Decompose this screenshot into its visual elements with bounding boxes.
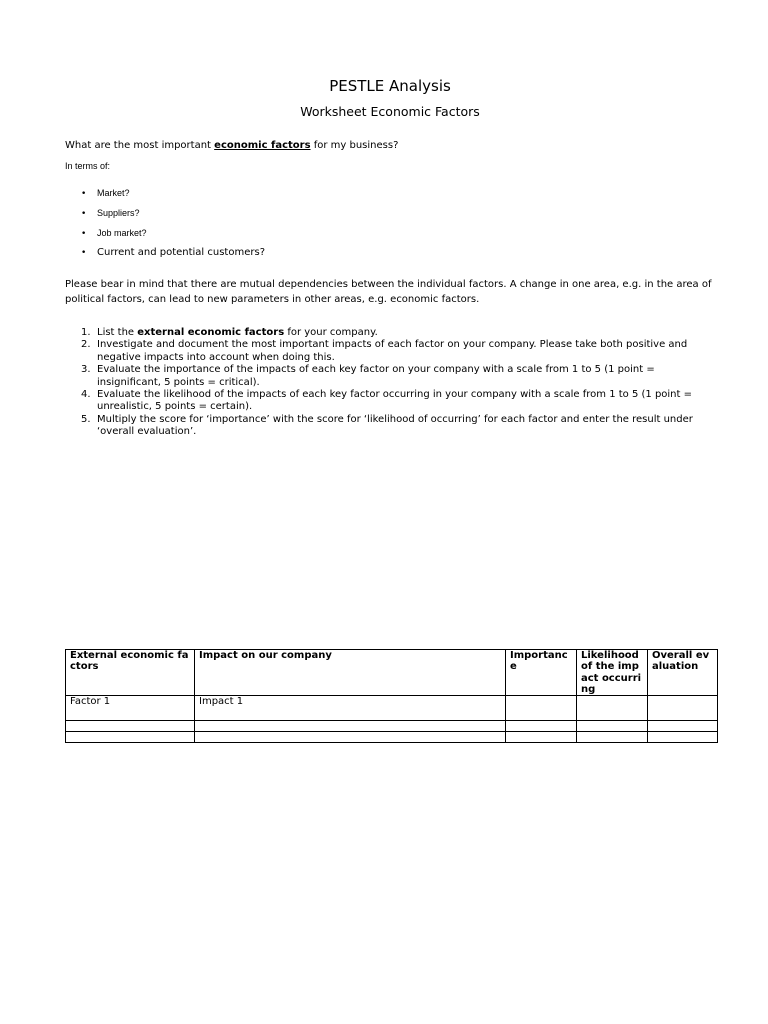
- bullet-item-customers: [81, 240, 265, 259]
- bullet-icon: •: [81, 189, 87, 199]
- table-cell[interactable]: [577, 732, 648, 743]
- bullet-item-label: Market?: [97, 188, 130, 198]
- header-external-factors: External economic factors: [66, 650, 195, 696]
- step-text-after: for your company.: [284, 327, 378, 338]
- page-subtitle: Worksheet Economic Factors: [300, 104, 480, 119]
- table-cell[interactable]: [66, 732, 195, 743]
- question-keyword: economic factors: [214, 140, 311, 151]
- table-cell[interactable]: [195, 721, 506, 732]
- table-cell[interactable]: [648, 721, 718, 732]
- header-importance: Importance: [506, 650, 577, 696]
- step-number: 3.: [81, 364, 91, 376]
- instruction-steps: [65, 327, 715, 439]
- question-text-before: What are the most important: [65, 140, 215, 151]
- step-text-bold: external economic factors: [137, 327, 285, 338]
- step-text: Multiply the score for ‘importance’ with the score for ‘likelihood of occurring’ for each factor and enter the result under ‘overall evaluation’.: [97, 413, 693, 438]
- table-row: [66, 732, 718, 743]
- instruction-step: [65, 389, 715, 414]
- header-impact: Impact on our company: [195, 650, 506, 696]
- table-cell[interactable]: [648, 696, 718, 721]
- guiding-question: [65, 140, 398, 151]
- bullet-icon: •: [81, 248, 87, 258]
- step-text-before: List the: [97, 327, 138, 338]
- step-text: Evaluate the likelihood of the impacts of each key factor occurring in your company with a scale from 1 to 5 (1 point = unrealistic, 5 points = certain).: [97, 389, 692, 413]
- bullet-item-job-market: [81, 221, 147, 240]
- table-cell[interactable]: [506, 696, 577, 721]
- step-number: 2.: [81, 339, 91, 351]
- table-row: [66, 721, 718, 732]
- bullet-item-label: Suppliers?: [97, 208, 140, 218]
- in-terms-of-label: In terms of:: [65, 161, 111, 171]
- table-row: [66, 696, 718, 721]
- table-cell[interactable]: [577, 721, 648, 732]
- table-header-row: [66, 650, 718, 696]
- evaluation-table: [65, 649, 718, 743]
- table-cell[interactable]: [506, 721, 577, 732]
- step-number: 5.: [81, 413, 91, 425]
- bullet-item-label: Job market?: [97, 228, 147, 238]
- table-cell[interactable]: [66, 721, 195, 732]
- instruction-step: [65, 327, 715, 339]
- instruction-step: [65, 339, 715, 364]
- step-text: Evaluate the importance of the impacts of each key factor on your company with a scale from 1 to 5 (1 point = insignificant, 5 points = critical).: [97, 364, 655, 388]
- table-cell[interactable]: [648, 732, 718, 743]
- instruction-step: [65, 364, 715, 389]
- bullet-icon: •: [81, 209, 87, 219]
- question-text-after: for my business?: [310, 140, 399, 151]
- table-cell[interactable]: [506, 732, 577, 743]
- bullet-item-suppliers: [81, 201, 140, 220]
- bullet-item-market: [81, 181, 130, 200]
- table-cell[interactable]: [577, 696, 648, 721]
- instruction-step: [65, 414, 715, 439]
- table-cell[interactable]: [195, 732, 506, 743]
- table-cell[interactable]: Impact 1: [195, 696, 506, 721]
- step-number: 4.: [81, 389, 91, 401]
- dependency-note: Please bear in mind that there are mutual dependencies between the individual factors. A change in one area, e.g. in the area of political factors, can lead to new parameters in other areas, e.g. economic factors.: [65, 279, 712, 305]
- bullet-item-label: Current and potential customers?: [97, 247, 265, 258]
- bullet-icon: •: [81, 229, 87, 239]
- header-likelihood: Likelihood of the impact occurring: [577, 650, 648, 696]
- step-number: 1.: [81, 327, 91, 338]
- page-title: PESTLE Analysis: [329, 77, 451, 95]
- step-text: Investigate and document the most important impacts of each factor on your company. Please take both positive and negative impacts into account when doing this.: [97, 339, 688, 363]
- header-overall-evaluation: Overall evaluation: [648, 650, 718, 696]
- table-cell[interactable]: Factor 1: [66, 696, 195, 721]
